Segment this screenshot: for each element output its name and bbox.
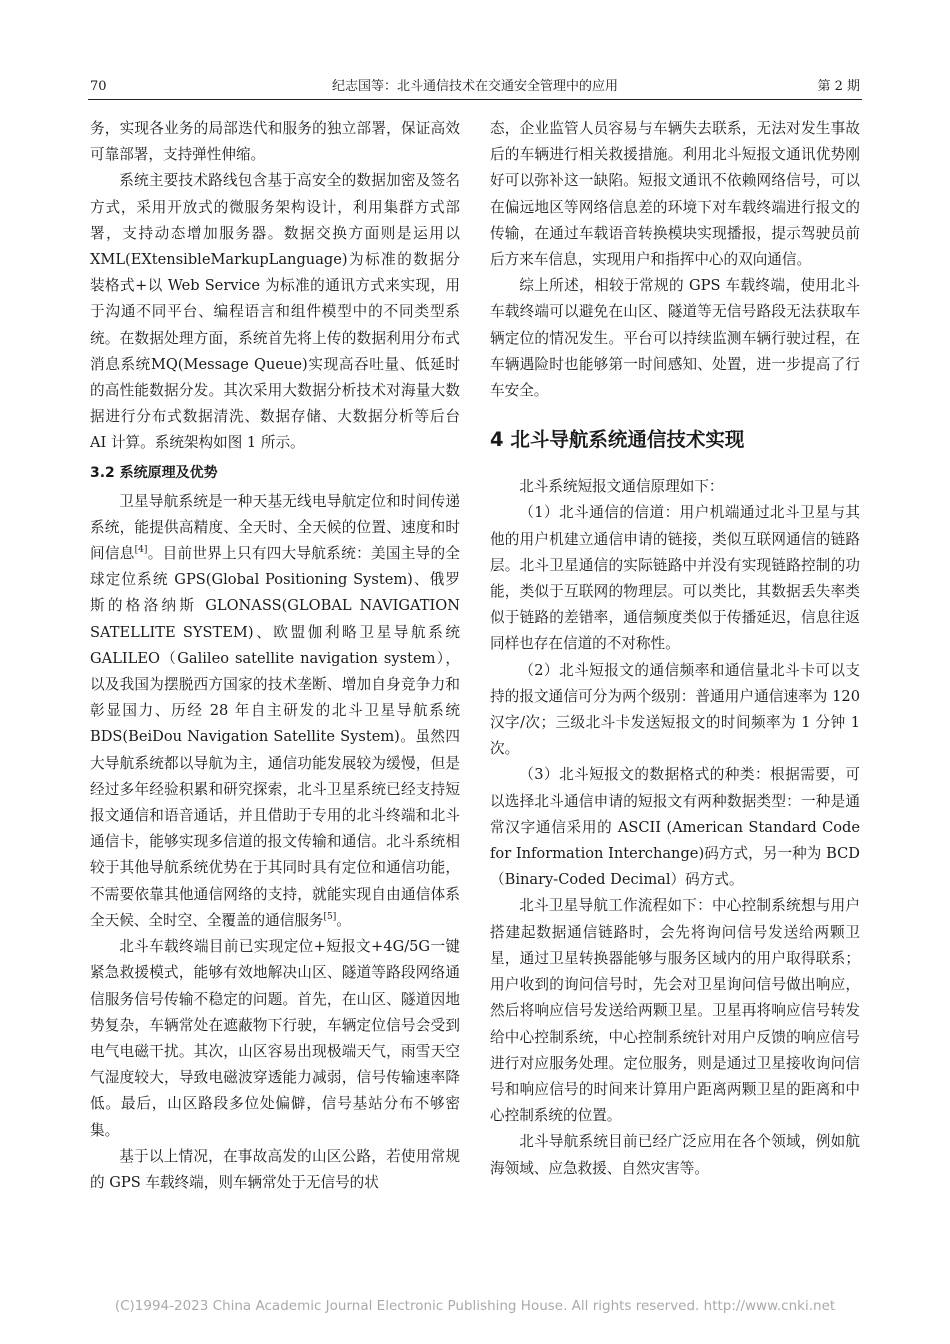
left-column [90, 116, 460, 1196]
paragraph: （3）北斗短报文的数据格式的种类：根据需要，可以选择北斗通信申请的短报文有两种数据类型：一种是通常汉字通信采用的 ASCII (American Standard Code for Information Interchange)码方式，另一种为 BCD（Binary-Coded Decimal）码方式。 [490, 766, 860, 889]
right-column [490, 116, 860, 1182]
paragraph: （1）北斗通信的信道：用户机端通过北斗卫星与其他的用户机建立通信申请的链接，类似互联网通信的链路层。北斗卫星通信的实际链路中并没有实现链路控制的功能，类似于互联网的物理层。可以类比，其数据丢失率类似于链路的差错率，通信频度类似于传播延迟，信息往返同样也存在信道的不对称性。 [490, 504, 860, 653]
paragraph: 态，企业监管人员容易与车辆失去联系，无法对发生事故后的车辆进行相关救援措施。利用北斗短报文通讯优势刚好可以弥补这一缺陷。短报文通讯不依赖网络信号，可以在偏远地区等网络信息差的环境下对车载终端进行报文的传输，在通过车载语音转换模块实现播报，提示驾驶员前后方来车信息，实现用户和指挥中心的双向通信。 [490, 120, 860, 269]
section-heading-4: 4 北斗导航系统通信技术实现 [490, 428, 745, 452]
paragraph [90, 489, 460, 934]
paragraph: 系统主要技术路线包含基于高安全的数据加密及签名方式，采用开放式的微服务架构设计，利用集群方式部署，支持动态增加服务器。数据交换方面则是运用以 XML(EXtensibleMarkupLanguage)为标准的数据分装格式+以 Web Service 为标准的通讯方式来实现，用于沟通不同平台、编程语言和组件模型中的不同类型系统。在数据处理方面，系统首先将上传的数据利用分布式消息系统MQ(Message Queue)实现高吞吐量、低延时的高性能数据分发。其次采用大数据分析技术对海量大数据进行分布式数据清洗、数据存储、大数据分析等后台 AI 计算。系统架构如图 1 所示。 [90, 172, 460, 452]
copyright-footer: (C)1994-2023 China Academic Journal Electronic Publishing House. All rights reserved. http://www.cnki.net [114, 1298, 836, 1314]
paragraph: 北斗系统短报文通信原理如下： [519, 478, 724, 496]
citation-ref[interactable]: [4] [134, 545, 148, 556]
header-rule [88, 99, 862, 100]
paragraph: 北斗导航系统目前已经广泛应用在各个领域，例如航海领域、应急救援、自然灾害等。 [490, 1133, 860, 1177]
paragraph-text: 。 [336, 911, 351, 929]
citation-ref[interactable]: [5] [323, 912, 337, 923]
issue-label: 第 2 期 [817, 79, 860, 94]
page-number: 70 [90, 79, 107, 94]
running-title: 纪志国等：北斗通信技术在交通安全管理中的应用 [331, 79, 618, 94]
paragraph-text: 。目前世界上只有四大导航系统：美国主导的全球定位系统 GPS(Global Positioning System)、俄罗斯的格洛纳斯 GLONASS(GLOBAL NAVIGATION SATELLITE SYSTEM)、欧盟伽利略卫星导航系统 GALILEO（Galileo satellite navigation system），以及我国为摆脱西方国家的技术垄断、增加自身竞争力和彰显国力、历经 28 年自主研发的北斗卫星导航系统 BDS(BeiDou Navigation Satellite System)。虽然四大导航系统都以导航为主，通信功能发展较为缓慢，但是经过多年经验积累和研究探索，北斗卫星系统已经支持短报文通信和语音通话，并且借助于专用的北斗终端和北斗通信卡，能够实现多信道的报文传输和通信。北斗系统相较于其他导航系统优势在于其同时具有定位和通信功能，不需要依靠其他通信网络的支持，就能实现自由通信体系全天候、全时空、全覆盖的通信服务 [90, 545, 460, 929]
running-header [90, 76, 860, 98]
paragraph: 北斗车载终端目前已实现定位+短报文+4G/5G一键紧急救援模式，能够有效地解决山区、隧道等路段网络通信服务信号传输不稳定的问题。首先，在山区、隧道因地势复杂，车辆常处在遮蔽物下行驶，车辆定位信号会受到电气电磁干扰。其次，山区容易出现极端天气，雨雪天空气湿度较大，导致电磁波穿透能力减弱，信号传输速率降低。最后，山区路段多位处偏僻，信号基站分布不够密集。 [90, 938, 460, 1139]
paragraph: （2）北斗短报文的通信频率和通信量北斗卡可以支持的报文通信可分为两个级别：普通用户通信速率为 120 汉字/次；三级北斗卡发送短报文的时间频率为 1 分钟 1 次。 [490, 661, 860, 758]
paragraph: 综上所述，相较于常规的 GPS 车载终端，使用北斗车载终端可以避免在山区、隧道等无信号路段无法获取车辆定位的情况发生。平台可以持续监测车辆行驶过程，在车辆遇险时也能够第一时间感知、处置，进一步提高了行车安全。 [490, 277, 860, 400]
paragraph: 基于以上情况，在事故高发的山区公路，若使用常规的 GPS 车载终端，则车辆常处于无信号的状 [90, 1147, 460, 1191]
paragraph: 北斗卫星导航工作流程如下：中心控制系统想与用户搭建起数据通信链路时，会先将询问信号发送给两颗卫星，通过卫星转换器能够与服务区域内的用户取得联系；用户收到的询问信号时，先会对卫星询问信号做出响应，然后将响应信号发送给两颗卫星。卫星再将响应信号转发给中心控制系统，中心控制系统针对用户反馈的响应信号进行对应服务处理。定位服务，则是通过卫星接收询问信号和响应信号的时间来计算用户距离两颗卫星的距离和中心控制系统的位置。 [490, 897, 860, 1125]
paragraph: 务，实现各业务的局部迭代和服务的独立部署，保证高效可靠部署，支持弹性伸缩。 [90, 120, 460, 164]
section-heading-3-2: 3.2 系统原理及优势 [90, 464, 218, 481]
paragraph-text: 卫星导航系统是一种天基无线电导航定位和时间传递系统，能提供高精度、全天时、全天候的位置、速度和时间信息 [90, 492, 460, 563]
